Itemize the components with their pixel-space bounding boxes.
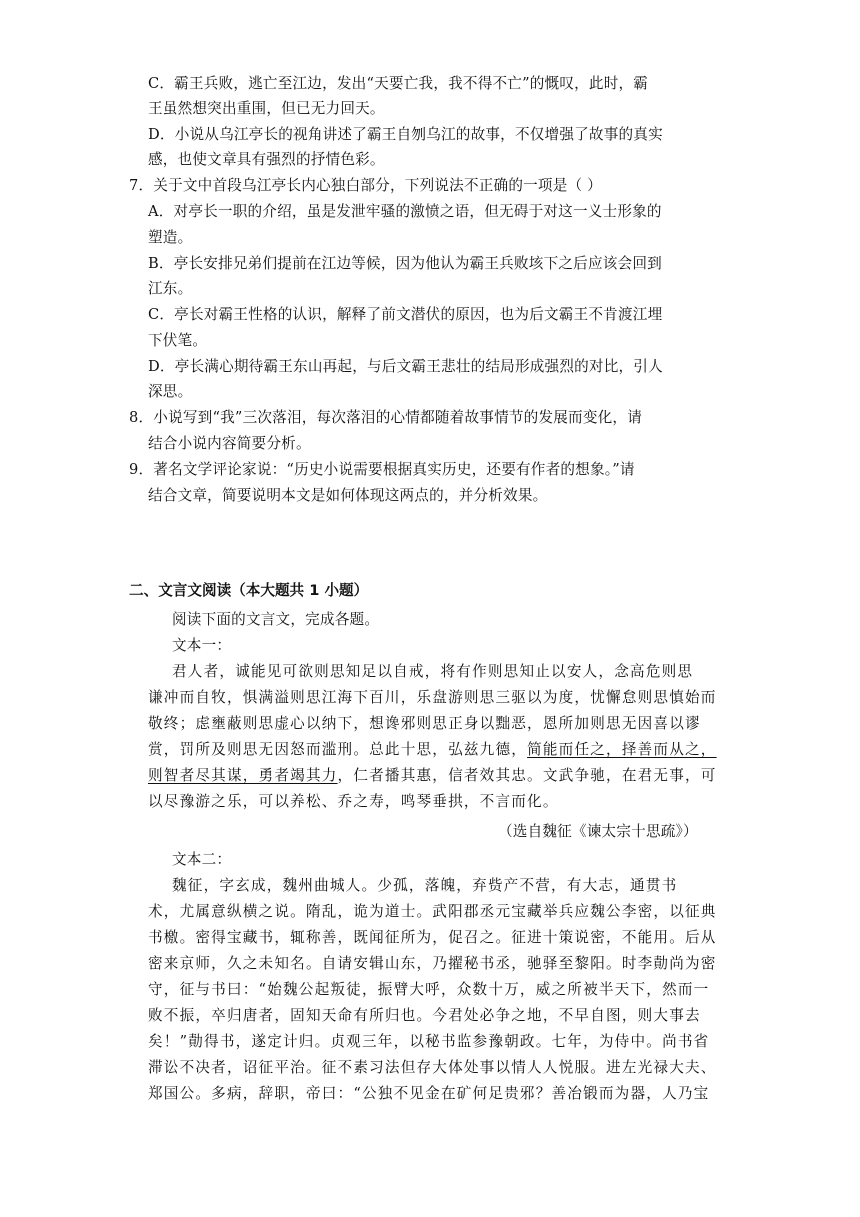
q9-line2: 结合文章，简要说明本文是如何体现这两点的，并分析效果。: [148, 487, 548, 504]
q7-option-d-line1: D．亭长满心期待霸王东山再起，与后文霸王悲壮的结局形成强烈的对比，引人: [148, 358, 663, 375]
q7-option-a-line1: A．对亭长一职的介绍，虽是发泄牢骚的激愤之语，但无碍于对这一义士形象的: [148, 203, 662, 220]
q6-option-d-line1: D．小说从乌江亭长的视角讲述了霸王自刎乌江的故事，不仅增强了故事的真实: [148, 126, 663, 143]
text2-line6: 败不振，卒归唐者，固知天命有所归也。今君处必争之地，不早自图，则大事去: [148, 1007, 701, 1024]
q9-line1: 9．著名文学评论家说：“历史小说需要根据真实历史，还要有作者的想象。”请: [129, 461, 635, 478]
text2-line9: 郑国公。多病，辞职，帝曰：“公独不见金在矿何足贵邪？善冶锻而为器，人乃宝: [148, 1085, 710, 1102]
q8-line1: 8．小说写到“我”三次落泪，每次落泪的心情都随着故事情节的发展而变化，请: [129, 409, 643, 426]
q6-option-d-line2: 感，也使文章具有强烈的抒情色彩。: [148, 151, 385, 168]
q7-option-b-line2: 江东。: [148, 280, 193, 297]
text2-label: 文本二：: [172, 851, 232, 868]
text1-line5-underlined: 则智者尽其谋，勇者竭其力: [148, 767, 338, 784]
q8-line2: 结合小说内容简要分析。: [148, 435, 311, 452]
text1-line4: [148, 740, 717, 760]
q7-option-d-line2: 深思。: [148, 383, 193, 400]
text2-line1: 魏征，字玄成，魏州曲城人。少孤，落魄，弃赀产不营，有大志，通贯书: [172, 877, 678, 894]
q7-option-c-line2: 下伏笔。: [148, 332, 208, 349]
q7-stem: 7．关于文中首段乌江亭长内心独白部分，下列说法不正确的一项是（ ）: [129, 177, 602, 194]
text1-line5-plain: ，仁者播其惠，信者效其忠。文武争驰，在君无事，可: [337, 767, 717, 784]
q7-option-a-line2: 塑造。: [148, 229, 193, 246]
section2-title: 二、文言文阅读（本大题共 1 小题）: [129, 582, 369, 599]
q7-option-b-line1: B．亭长安排兄弟们提前在江边等候，因为他认为霸王兵败垓下之后应该会回到: [148, 255, 662, 272]
text1-line4-underlined: 简能而任之，择善而从之，: [527, 741, 717, 758]
text1-source: （选自魏征《谏太宗十思疏》）: [498, 823, 698, 840]
text1-line4-plain: 赏，罚所及则思无因怒而滥刑。总此十思，弘兹九德，: [148, 741, 528, 758]
text2-line7: 矣！”勣得书，遂定计归。贞观三年，以秘书监参豫朝政。七年，为侍中。尚书省: [148, 1033, 710, 1050]
text2-line3: 书檄。密得宝藏书，辄称善，既闻征所为，促召之。征进十策说密，不能用。后从: [148, 929, 717, 946]
text1-label: 文本一：: [172, 637, 232, 654]
text1-line5: [148, 766, 717, 786]
text1-line6: 以尽豫游之乐，可以养松、乔之寿，鸣琴垂拱，不言而化。: [148, 793, 559, 810]
text2-line5: 守，征与书曰：“始魏公起叛徒，振臂大呼，众数十万，威之所被半天下，然而一: [148, 981, 710, 998]
q6-option-c-line1: C．霸王兵败，逃亡至江边，发出“天要亡我，我不得不亡”的慨叹，此时，霸: [148, 75, 649, 92]
text2-line4: 密来京师，久之未知名。自请安辑山东，乃擢秘书丞，驰驿至黎阳。时李勣尚为密: [148, 955, 717, 972]
text1-line1: 君人者，诚能见可欲则思知足以自戒，将有作则思知止以安人，念高危则思: [172, 663, 694, 680]
q6-option-c-line2: 王虽然想突出重围，但已无力回天。: [148, 100, 385, 117]
section2-intro: 阅读下面的文言文，完成各题。: [172, 611, 380, 628]
text2-line8: 滞讼不决者，诏征平治。征不素习法但存大体处事以情人人悦服。进左光禄大夫、: [148, 1059, 717, 1076]
text1-line3: 敬终；虑壅蔽则思虚心以纳下，想谗邪则思正身以黜恶，恩所加则思无因喜以谬: [148, 715, 701, 732]
q7-option-c-line1: C．亭长对霸王性格的认识，解释了前文潜伏的原因，也为后文霸王不肯渡江埋: [148, 306, 663, 323]
text2-line2: 术，尤属意纵横之说。隋乱，诡为道士。武阳郡丞元宝藏举兵应魏公李密，以征典: [148, 903, 717, 920]
text1-line2: 谦冲而自牧，惧满溢则思江海下百川，乐盘游则思三驱以为度，忧懈怠则思慎始而: [148, 689, 717, 706]
